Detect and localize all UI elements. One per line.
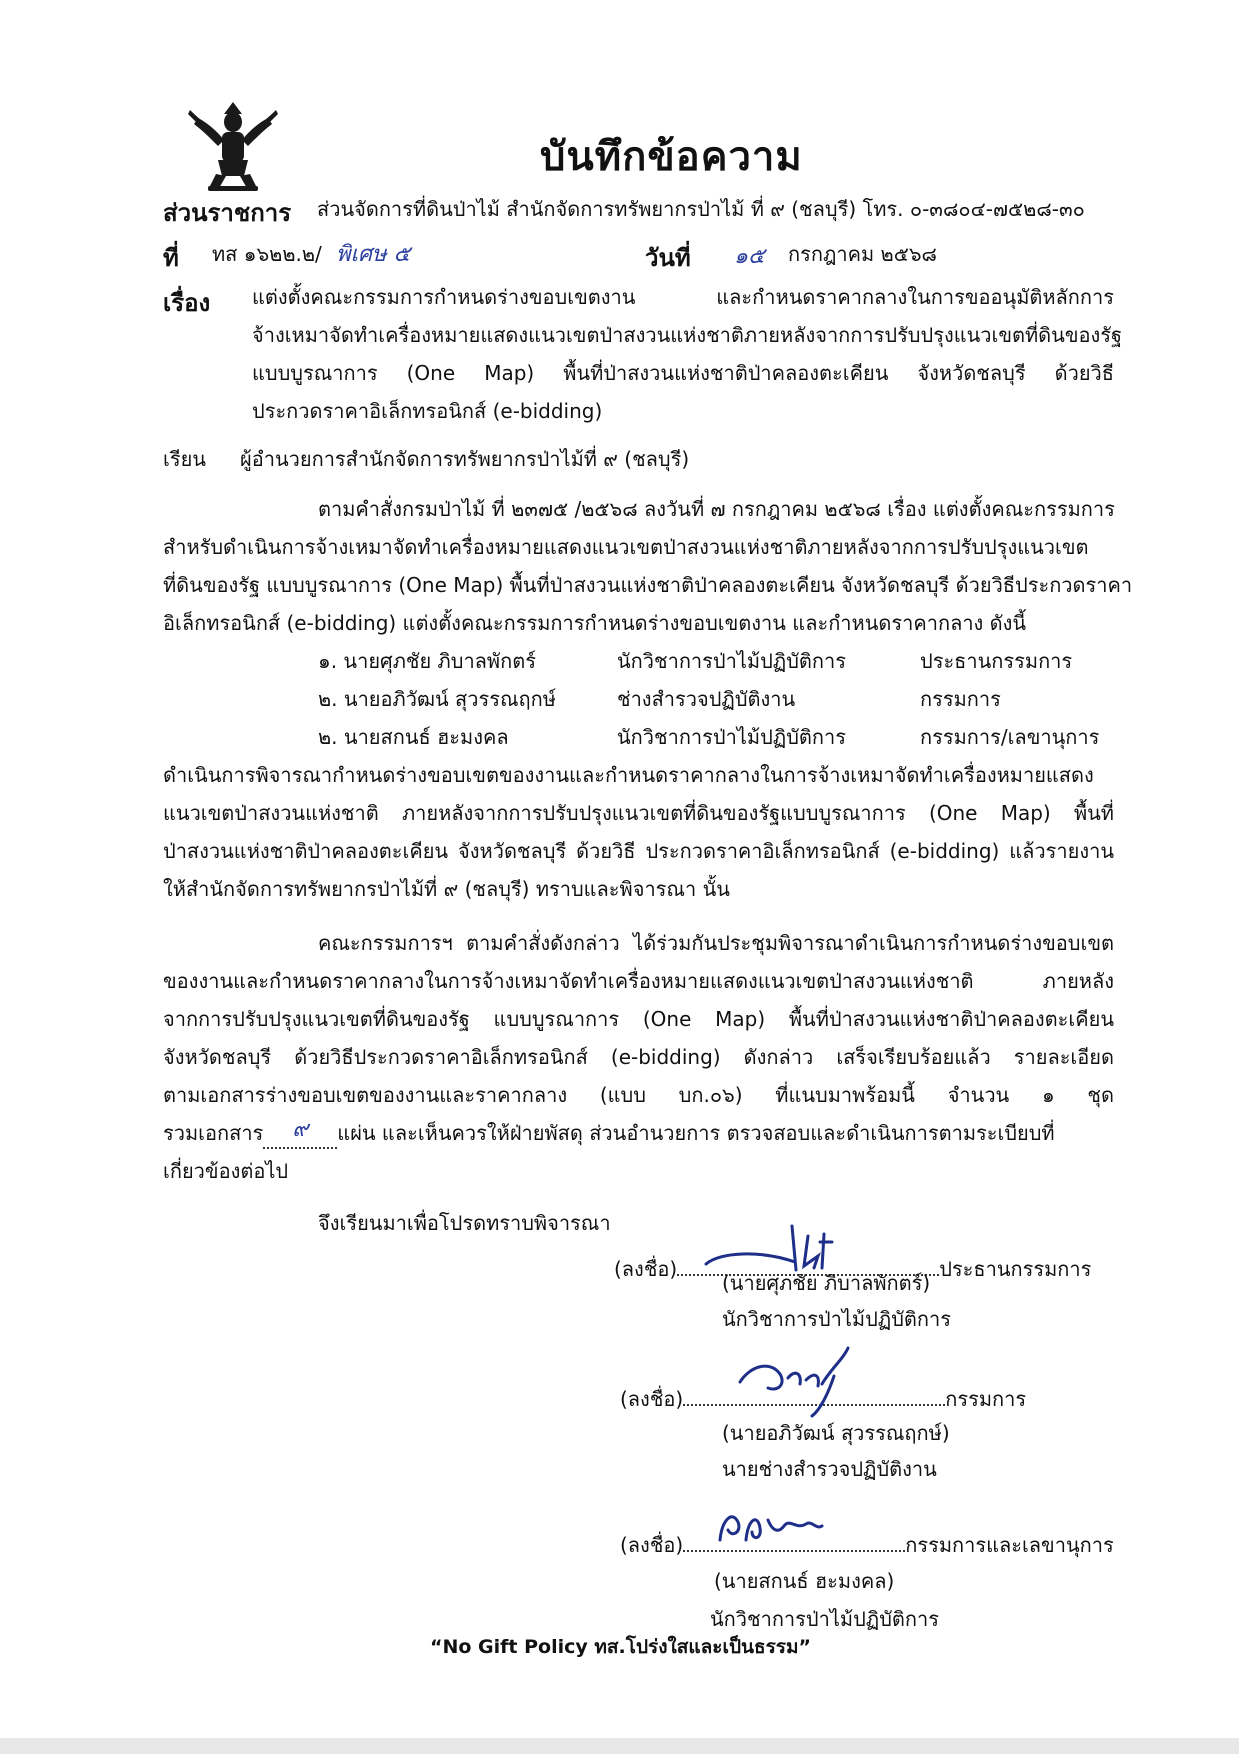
committee-position: นักวิชาการป่าไม้ปฏิบัติการ	[617, 725, 846, 749]
docs-prefix: รวมเอกสาร	[163, 1121, 264, 1145]
committee-name: ๑. นายศุภชัย ภิบาลพักตร์	[318, 649, 536, 673]
committee-name: ๒. นายอภิวัฒน์ สุวรรณฤกษ์	[318, 687, 556, 711]
to-label: เรียน	[163, 447, 206, 471]
committee-position: ช่างสำรวจปฏิบัติงาน	[617, 687, 796, 711]
ref-label: ที่	[163, 244, 179, 272]
date-day-handwritten: ๑๕	[734, 244, 765, 269]
date-value: กรกฎาคม ๒๕๖๘	[788, 242, 937, 266]
subject-line: จ้างเหมาจัดทำเครื่องหมายแสดงแนวเขตป่าสงวนแห่งชาติภายหลังจากการปรับปรุงแนวเขตที่ดินของรัฐ	[252, 323, 1123, 347]
signer-name: (นายสกนธ์ ฮะมงคล)	[714, 1569, 895, 1593]
docs-count-handwritten: ๙	[292, 1117, 309, 1142]
para1-line: สำหรับดำเนินการจ้างเหมาจัดทำเครื่องหมายแสดงแนวเขตป่าสงวนแห่งชาติภายหลังจากการปรับปรุงแนวเขต	[163, 535, 1089, 559]
garuda-emblem-icon	[188, 100, 278, 192]
para3-line: ตามเอกสารร่างขอบเขตของงานและราคากลาง (แบบ บก.๐๖) ที่แนบมาพร้อมนี้ จำนวน ๑ ชุด	[163, 1083, 1114, 1107]
docs-suffix: แผ่น และเห็นควรให้ฝ่ายพัสดุ ส่วนอำนวยการ ตรวจสอบและดำเนินการตามระเบียบที่	[337, 1121, 1055, 1145]
para3-line: ของงานและกำหนดราคากลางในการจ้างเหมาจัดทำเครื่องหมายแสดงแนวเขตป่าสงวนแห่งชาติ ภายหลัง	[163, 969, 1114, 993]
para2-line: ให้สำนักจัดการทรัพยากรป่าไม้ที่ ๙ (ชลบุรี) ทราบและพิจารณา นั้น	[163, 877, 730, 901]
para1-line: ตามคำสั่งกรมป่าไม้ ที่ ๒๓๗๕ /๒๕๖๘ ลงวันที่ ๗ กรกฎาคม ๒๕๖๘ เรื่อง แต่งตั้งคณะกรรมการ	[318, 497, 1115, 521]
signer-position: นักวิชาการป่าไม้ปฏิบัติการ	[710, 1607, 939, 1631]
subject-line: แต่งตั้งคณะกรรมการกำหนดร่างขอบเขตงาน และกำหนดราคากลางในการขออนุมัติหลักการ	[252, 285, 1114, 309]
committee-role: ประธานกรรมการ	[920, 649, 1073, 673]
signer-name: (นายอภิวัฒน์ สุวรรณฤกษ์)	[722, 1421, 950, 1445]
para3-line: จังหวัดชลบุรี ด้วยวิธีประกวดราคาอิเล็กทรอนิกส์ (e-bidding) ดังกล่าว เสร็จเรียบร้อยแล้ว รายละเอียด	[163, 1045, 1114, 1069]
to-value: ผู้อำนวยการสำนักจัดการทรัพยากรป่าไม้ที่ ๙ (ชลบุรี)	[240, 447, 690, 471]
sign-role: กรรมการและเลขานุการ	[905, 1533, 1114, 1557]
sign-role: ประธานกรรมการ	[939, 1257, 1092, 1281]
committee-role: กรรมการ	[920, 687, 1001, 711]
para2-line: ดำเนินการพิจารณากำหนดร่างขอบเขตของงานและกำหนดราคากลางในการจ้างเหมาจัดทำเครื่องหมายแสดง	[163, 763, 1094, 787]
ref-handwritten: พิเศษ ๕	[336, 242, 411, 267]
signer-position: นักวิชาการป่าไม้ปฏิบัติการ	[722, 1307, 951, 1331]
para1-line: อิเล็กทรอนิกส์ (e-bidding) แต่งตั้งคณะกรรมการกำหนดร่างขอบเขตงาน และกำหนดราคากลาง ดังนี้	[163, 611, 1027, 635]
para2-line: แนวเขตป่าสงวนแห่งชาติ ภายหลังจากการปรับปรุงแนวเขตที่ดินของรัฐแบบบูรณาการ (One Map) พื้นที่	[163, 801, 1114, 825]
signer-name: (นายศุภชัย ภิบาลพักตร์)	[722, 1271, 931, 1295]
document-title: บันทึกข้อความ	[540, 134, 803, 180]
para3-final: เกี่ยวข้องต่อไป	[163, 1159, 289, 1183]
para3-line	[163, 1117, 1055, 1149]
sign-label: (ลงชื่อ)	[614, 1257, 678, 1281]
para2-line: ป่าสงวนแห่งชาติป่าคลองตะเคียน จังหวัดชลบุรี ด้วยวิธี ประกวดราคาอิเล็กทรอนิกส์ (e-bidding) แล้วรายงาน	[163, 839, 1114, 863]
scan-edge	[0, 1738, 1239, 1754]
para3-line: จากการปรับปรุงแนวเขตที่ดินของรัฐ แบบบูรณาการ (One Map) พื้นที่ป่าสงวนแห่งชาติป่าคลองตะเคียน	[163, 1007, 1114, 1031]
para1-line: ที่ดินของรัฐ แบบบูรณาการ (One Map) พื้นที่ป่าสงวนแห่งชาติป่าคลองตะเคียน จังหวัดชลบุรี ด้วยวิธีประกวดราคา	[163, 573, 1133, 597]
agency-value: ส่วนจัดการที่ดินป่าไม้ สำนักจัดการทรัพยากรป่าไม้ ที่ ๙ (ชลบุรี) โทร. ๐-๓๘๐๔-๗๕๒๘-๓๐	[317, 197, 1085, 221]
footer-policy: “No Gift Policy ทส.โปร่งใสและเป็นธรรม”	[430, 1636, 812, 1658]
committee-position: นักวิชาการป่าไม้ปฏิบัติการ	[617, 649, 846, 673]
para3-line: คณะกรรมการฯ ตามคำสั่งดังกล่าว ได้ร่วมกันประชุมพิจารณาดำเนินการกำหนดร่างขอบเขต	[318, 931, 1114, 955]
handwritten-signature	[712, 1500, 832, 1550]
ref-value: ทส ๑๖๒๒.๒/	[212, 242, 322, 266]
subject-line: แบบบูรณาการ (One Map) พื้นที่ป่าสงวนแห่งชาติป่าคลองตะเคียน จังหวัดชลบุรี ด้วยวิธี	[252, 361, 1114, 385]
handwritten-signature	[710, 1340, 860, 1420]
closing-text: จึงเรียนมาเพื่อโปรดทราบพิจารณา	[318, 1211, 611, 1235]
agency-label: ส่วนราชการ	[163, 199, 292, 227]
committee-name: ๒. นายสกนธ์ ฮะมงคล	[318, 725, 509, 749]
signer-position: นายช่างสำรวจปฏิบัติงาน	[722, 1457, 937, 1481]
handwritten-signature	[700, 1206, 850, 1276]
sign-line	[620, 1532, 1114, 1558]
sign-role: กรรมการ	[945, 1387, 1027, 1411]
subject-label: เรื่อง	[163, 289, 211, 317]
committee-role: กรรมการ/เลขานุการ	[920, 725, 1100, 749]
subject-line: ประกวดราคาอิเล็กทรอนิกส์ (e-bidding)	[252, 399, 603, 423]
sign-label: (ลงชื่อ)	[620, 1387, 684, 1411]
sign-label: (ลงชื่อ)	[620, 1533, 684, 1557]
date-label: วันที่	[645, 244, 691, 272]
